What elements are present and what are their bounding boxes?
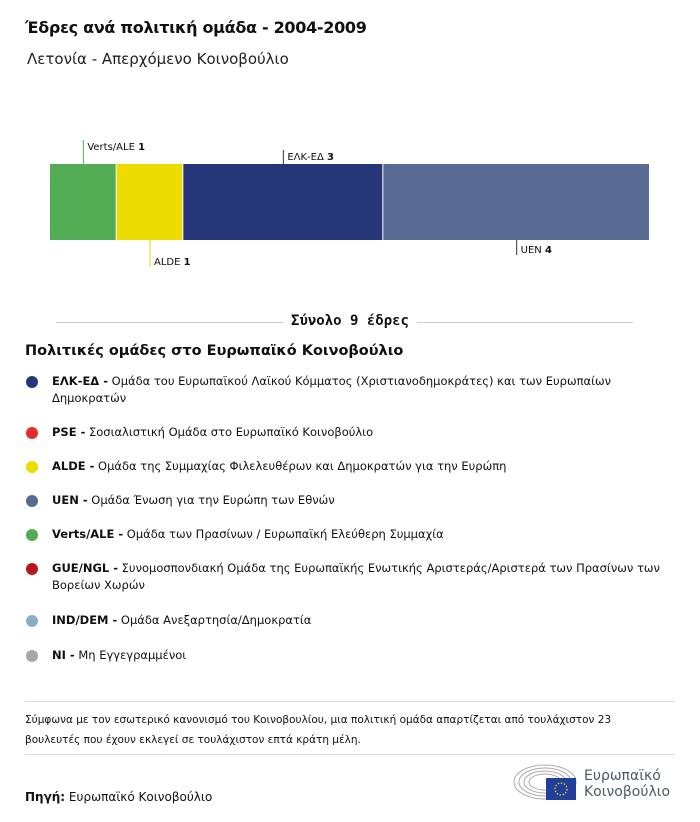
legend-dot [26,563,38,575]
bar-label: UEN 4 [520,245,552,256]
bar-segment [383,164,649,240]
legend-dot [26,615,38,627]
legend-item [52,560,672,594]
logo-text [584,768,670,800]
legend-dot [26,461,38,473]
bar-label: Verts/ALE 1 [87,142,146,153]
legend-desc: Συνομοσπονδιακή Ομάδα της Ευρωπαϊκής Ενωτικής Αριστεράς/Αριστερά των Πρασίνων των Βορείων Χωρών [52,561,660,592]
legend-desc: Ομάδα της Συμμαχίας Φιλελευθέρων και Δημοκρατών για την Ευρώπη [94,459,507,473]
legend-abbr: ALDE - [52,459,95,473]
total-seats-label: Σύνολο 9 έδρες [283,313,417,329]
legend-desc: Ομάδα Ένωση για την Ευρώπη των Εθνών [87,493,335,507]
legend-desc: Σοσιαλιστική Ομάδα στο Ευρωπαϊκό Κοινοβούλιο [85,425,374,439]
bar-segment [183,164,382,240]
source-label: Πηγή: [25,790,66,804]
legend-item [52,492,672,509]
bar-segment [50,164,116,240]
footnote: Σύμφωνα με τον εσωτερικό κανονισμό του Κοινοβουλίου, μια πολιτική ομάδα απαρτίζεται από τουλάχιστον 23 βουλευτές που έχουν εκλεγεί σε τουλάχιστον επτά κράτη μέλη. [25,714,612,746]
legend-abbr: NI - [52,648,75,662]
legend-item [52,458,672,475]
legend-desc: Ομάδα Ανεξαρτησία/Δημοκρατία [117,613,312,627]
legend-dot [26,427,38,439]
bar-label: ALDE 1 [154,257,191,268]
legend-title: Πολιτικές ομάδες στο Ευρωπαϊκό Κοινοβούλιο [25,343,404,359]
legend-item [52,526,672,543]
legend-desc: Ομάδα των Πρασίνων / Ευρωπαϊκή Ελεύθερη Συμμαχία [123,527,444,541]
source [25,790,212,804]
legend-item [52,424,672,441]
total-seats [0,313,700,329]
legend-desc: Ομάδα του Ευρωπαϊκού Λαϊκού Κόμματος (Χριστιανοδημοκράτες) και των Ευρωπαίων Δημοκρατών [52,374,612,405]
divider [25,754,675,755]
divider [25,701,675,702]
legend-abbr: GUE/NGL - [52,561,119,575]
european-parliament-logo [512,762,578,802]
legend-abbr: IND/DEM - [52,613,118,627]
stacked-bar-chart [0,130,700,280]
legend-dot [26,495,38,507]
logo-line2: Κοινοβούλιο [584,784,671,800]
chart-title: Έδρες ανά πολιτική ομάδα - 2004-2009 [25,18,367,37]
bar-segment [117,164,183,240]
legend-item [52,373,672,407]
legend-dot [26,650,38,662]
legend-abbr: PSE - [52,425,86,439]
legend-abbr: UEN - [52,493,88,507]
chart-subtitle: Λετονία - Απερχόμενο Κοινοβούλιο [27,50,289,68]
legend-item [52,612,672,629]
bar-label: ΕΛΚ-ΕΔ 3 [287,152,334,163]
legend-abbr: ΕΛΚ-ΕΔ - [52,374,108,388]
logo-line1: Ευρωπαϊκό [584,768,661,784]
legend-dot [26,376,38,388]
legend-dot [26,529,38,541]
legend-item [52,647,672,664]
source-value: Ευρωπαϊκό Κοινοβούλιο [65,790,213,804]
legend-abbr: Verts/ALE - [52,527,124,541]
legend-desc: Μη Εγγεγραμμένοι [74,648,187,662]
